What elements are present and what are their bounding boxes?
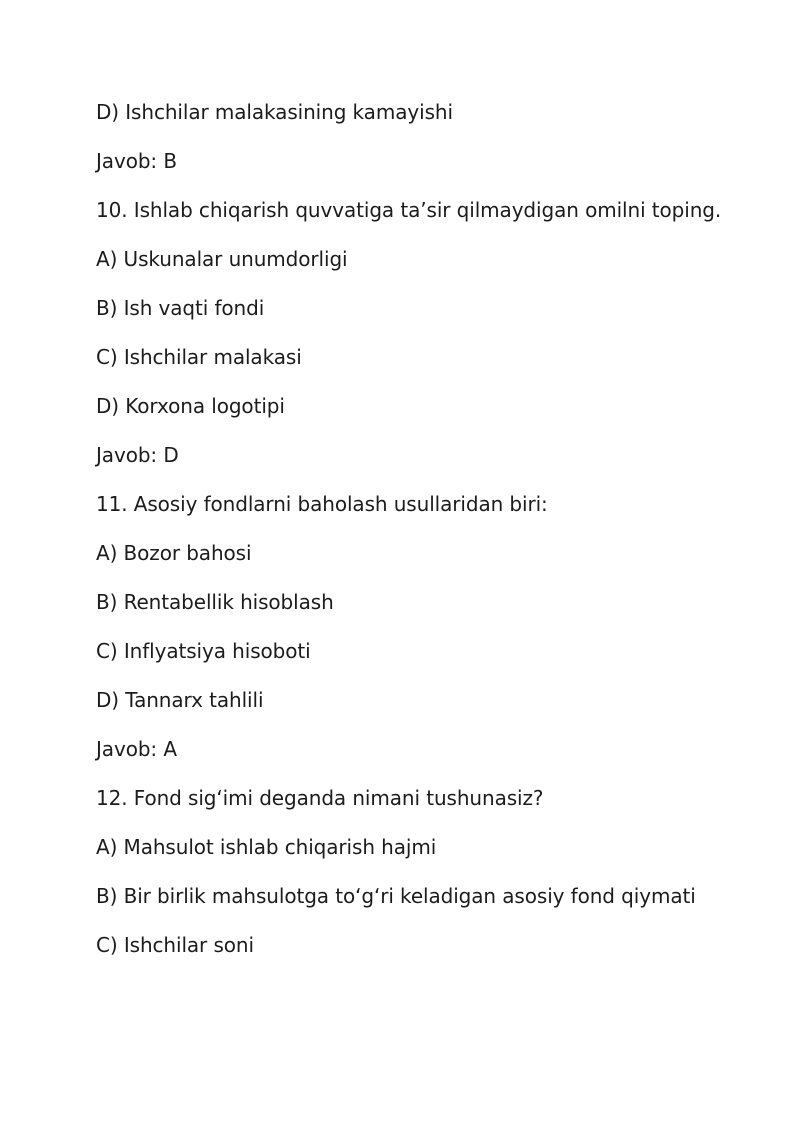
option-a-q12: A) Mahsulot ishlab chiqarish hajmi — [96, 835, 437, 859]
option-a-q11: A) Bozor bahosi — [96, 541, 252, 565]
option-c-q10: C) Ishchilar malakasi — [96, 345, 302, 369]
option-d-q11: D) Tannarx tahlili — [96, 688, 264, 712]
option-b-q10: B) Ish vaqti fondi — [96, 296, 265, 320]
answer-q9: Javob: B — [96, 149, 177, 173]
answer-q11: Javob: A — [96, 737, 177, 761]
question-10: 10. Ishlab chiqarish quvvatiga ta’sir qilmaydigan omilni toping. — [96, 198, 722, 222]
option-b-q12: B) Bir birlik mahsulotga to‘g‘ri keladigan asosiy fond qiymati — [96, 884, 696, 908]
answer-q10: Javob: D — [96, 443, 179, 467]
question-12: 12. Fond sig‘imi deganda nimani tushunasiz? — [96, 786, 544, 810]
option-d-q9: D) Ishchilar malakasining kamayishi — [96, 100, 453, 124]
question-11: 11. Asosiy fondlarni baholash usullaridan biri: — [96, 492, 548, 516]
option-b-q11: B) Rentabellik hisoblash — [96, 590, 334, 614]
option-d-q10: D) Korxona logotipi — [96, 394, 285, 418]
document-content — [96, 92, 736, 974]
option-a-q10: A) Uskunalar unumdorligi — [96, 247, 348, 271]
option-c-q12: C) Ishchilar soni — [96, 933, 254, 957]
option-c-q11: C) Inflyatsiya hisoboti — [96, 639, 311, 663]
